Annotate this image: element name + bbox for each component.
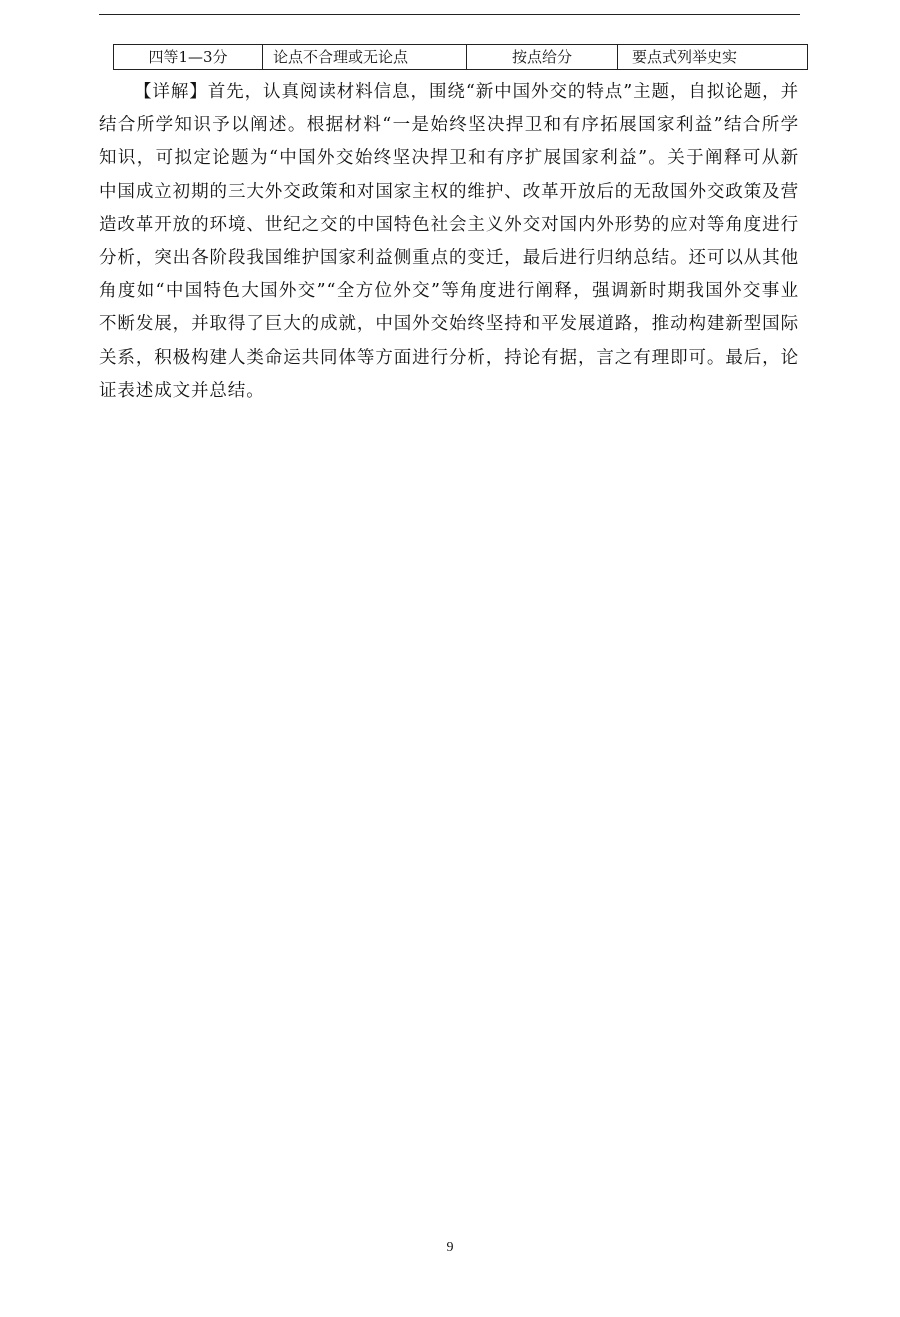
grade-cell: 四等1—3分 <box>114 45 263 70</box>
grading-table <box>113 44 808 70</box>
analysis-label: 【详解】 <box>134 82 208 102</box>
table-row <box>114 45 808 70</box>
argument-cell: 论点不合理或无论点 <box>263 45 467 70</box>
page-number: 9 <box>446 1240 454 1255</box>
scoring-cell: 按点给分 <box>467 45 618 70</box>
header-rule <box>99 14 800 15</box>
analysis-text: 首先，认真阅读材料信息，围绕“新中国外交的特点”主题，自拟论题，并结合所学知识予以阐述。根据材料“一是始终坚决捍卫和有序拓展国家利益”结合所学知识，可拟定论题为“中国外交始终坚决捍卫和有序扩展国家利益”。关于阐释可从新中国成立初期的三大外交政策和对国家主权的维护、改革开放后的无敌国外交政策及营造改革开放的环境、世纪之交的中国特色社会主义外交对国内外形势的应对等角度进行分析，突出各阶段我国维护国家利益侧重点的变迁，最后进行归纳总结。还可以从其他角度如“中国特色大国外交”“全方位外交”等角度进行阐释，强调新时期我国外交事业不断发展，并取得了巨大的成就，中国外交始终坚持和平发展道路，推动构建新型国际关系，积极构建人类命运共同体等方面进行分析，持论有据，言之有理即可。最后，论证表述成文并总结。 <box>99 82 799 401</box>
evidence-cell: 要点式列举史实 <box>618 45 808 70</box>
analysis-paragraph <box>99 76 799 408</box>
